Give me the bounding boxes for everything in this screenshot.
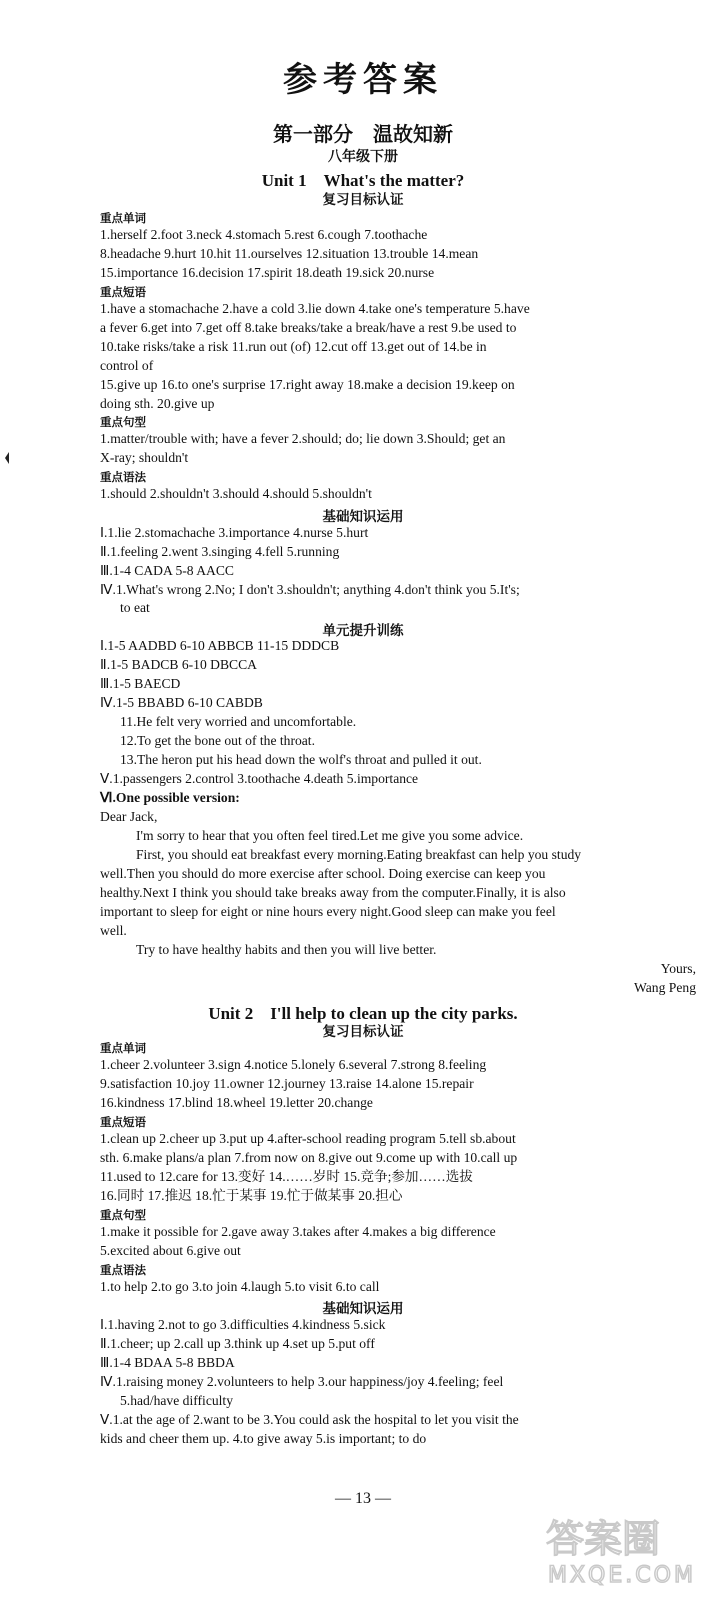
unit1-words-line: 15.importance 16.decision 17.spirit 18.death 19.sick 20.nurse xyxy=(100,265,435,280)
watermark-icon xyxy=(518,1508,708,1588)
unit1-phrases-line: 10.take risks/take a risk 11.run out (of) 12.cut off 13.get out of 14.be in xyxy=(100,339,487,354)
unit1-training-line: Ⅲ.1-5 BAECD xyxy=(100,676,181,691)
svg-text:答案圈: 答案圈 xyxy=(546,1517,661,1561)
unit1-grammar-label: 重点语法 xyxy=(100,470,146,484)
unit1-basic-line: to eat xyxy=(120,600,150,615)
unit2-basic-line: Ⅳ.1.raising money 2.volunteers to help 3.our happiness/joy 4.feeling; feel xyxy=(100,1374,504,1389)
unit2-basic-line: kids and cheer them up. 4.to give away 5.is important; to do xyxy=(100,1431,427,1446)
unit1-phrases-line: 15.give up 16.to one's surprise 17.right away 18.make a decision 19.keep on xyxy=(100,377,515,392)
unit2-words-line: 9.satisfaction 10.joy 11.owner 12.journey 13.raise 14.alone 15.repair xyxy=(100,1076,474,1091)
unit2-grammar-line: 1.to help 2.to go 3.to join 4.laugh 5.to visit 6.to call xyxy=(100,1279,380,1294)
letter-line: First, you should eat breakfast every morning.Eating breakfast can help you study xyxy=(136,847,582,862)
unit2-phrases-line: 11.used to 12.care for 13.变好 14.……岁时 15.竞争;参加……选拔 xyxy=(100,1169,473,1184)
unit2-sentences-line: 1.make it possible for 2.gave away 3.takes after 4.makes a big difference xyxy=(100,1224,496,1239)
letter-closing: Yours, xyxy=(660,961,696,976)
unit1-training-line: Ⅰ.1-5 AADBD 6-10 ABBCB 11-15 DDDCB xyxy=(100,638,340,653)
page-number: — 13 — xyxy=(335,1490,391,1507)
unit1-grammar-line: 1.should 2.shouldn't 3.should 4.should 5.shouldn't xyxy=(100,486,372,501)
unit1-version-label: Ⅵ.One possible version: xyxy=(100,790,240,805)
unit1-training-head: 单元提升训练 xyxy=(322,623,404,639)
unit1-sentences-label: 重点句型 xyxy=(100,415,146,429)
letter-line: well. xyxy=(100,923,127,938)
unit2-basic-head: 基础知识运用 xyxy=(322,1301,404,1317)
unit1-basic-line: Ⅲ.1-4 CADA 5-8 AACC xyxy=(100,563,234,578)
unit2-words-line: 1.cheer 2.volunteer 3.sign 4.notice 5.lonely 6.several 7.strong 8.feeling xyxy=(100,1057,487,1072)
unit1-words-label: 重点单词 xyxy=(100,211,146,225)
unit2-words-label: 重点单词 xyxy=(100,1041,146,1055)
unit2-sentences-label: 重点句型 xyxy=(100,1208,146,1222)
unit2-basic-line: Ⅰ.1.having 2.not to go 3.difficulties 4.kindness 5.sick xyxy=(100,1317,386,1332)
grade-label: 八年级下册 xyxy=(328,149,398,165)
unit1-training-v: Ⅴ.1.passengers 2.control 3.toothache 4.death 5.importance xyxy=(100,771,419,786)
unit1-sentences-line: X-ray; shouldn't xyxy=(100,450,189,465)
unit2-basic-line: 5.had/have difficulty xyxy=(120,1393,233,1408)
unit2-basic-line: Ⅲ.1-4 BDAA 5-8 BBDA xyxy=(100,1355,235,1370)
letter-paragraph: Try to have healthy habits and then you will live better. xyxy=(136,942,437,957)
unit2-phrases-line: sth. 6.make plans/a plan 7.from now on 8.give out 9.come up with 10.call up xyxy=(100,1150,518,1165)
letter-signature: Wang Peng xyxy=(634,980,696,995)
part-title: 第一部分 温故知新 xyxy=(273,122,453,146)
unit1-title: Unit 1 What's the matter? xyxy=(261,171,465,190)
unit1-phrases-line: control of xyxy=(100,358,154,373)
letter-line: well.Then you should do more exercise after school. Doing exercise can keep you xyxy=(100,866,546,881)
watermark-logo xyxy=(518,1508,708,1588)
unit2-sentences-line: 5.excited about 6.give out xyxy=(100,1243,241,1258)
unit1-basic-head: 基础知识运用 xyxy=(322,509,404,525)
unit2-basic-line: Ⅱ.1.cheer; up 2.call up 3.think up 4.set up 5.put off xyxy=(100,1336,375,1351)
page-title: 参考答案 xyxy=(283,60,443,100)
unit1-phrases-label: 重点短语 xyxy=(100,285,146,299)
unit2-phrases-label: 重点短语 xyxy=(100,1115,146,1129)
unit1-training-answer: 13.The heron put his head down the wolf's throat and pulled it out. xyxy=(120,752,482,767)
unit1-training-answer: 11.He felt very worried and uncomfortable. xyxy=(120,714,357,729)
unit1-sentences-line: 1.matter/trouble with; have a fever 2.should; do; lie down 3.Should; get an xyxy=(100,431,506,446)
unit2-phrases-line: 1.clean up 2.cheer up 3.put up 4.after-school reading program 5.tell sb.about xyxy=(100,1131,516,1146)
letter-greeting: Dear Jack, xyxy=(100,809,158,824)
unit2-grammar-label: 重点语法 xyxy=(100,1263,146,1277)
unit1-basic-line: Ⅳ.1.What's wrong 2.No; I don't 3.shouldn't; anything 4.don't think you 5.It's; xyxy=(100,582,520,597)
unit1-words-line: 1.herself 2.foot 3.neck 4.stomach 5.rest 6.cough 7.toothache xyxy=(100,227,428,242)
unit2-basic-line: Ⅴ.1.at the age of 2.want to be 3.You could ask the hospital to let you visit the xyxy=(100,1412,519,1427)
letter-line: important to sleep for eight or nine hours every night.Good sleep can make you feel xyxy=(100,904,556,919)
unit1-review-head: 复习目标认证 xyxy=(322,192,404,208)
unit1-basic-line: Ⅱ.1.feeling 2.went 3.singing 4.fell 5.running xyxy=(100,544,340,559)
unit2-title: Unit 2 I'll help to clean up the city parks. xyxy=(208,1004,518,1023)
unit2-words-line: 16.kindness 17.blind 18.wheel 19.letter 20.change xyxy=(100,1095,373,1110)
unit1-phrases-line: 1.have a stomachache 2.have a cold 3.lie down 4.take one's temperature 5.have xyxy=(100,301,530,316)
unit1-words-line: 8.headache 9.hurt 10.hit 11.ourselves 12.situation 13.trouble 14.mean xyxy=(100,246,479,261)
letter-line: healthy.Next I think you should take breaks away from the computer.Finally, it is also xyxy=(100,885,566,900)
letter-paragraph: I'm sorry to hear that you often feel tired.Let me give you some advice. xyxy=(136,828,524,843)
unit1-training-line: Ⅳ.1-5 BBABD 6-10 CABDB xyxy=(100,695,263,710)
svg-text:MXQE.COM: MXQE.COM xyxy=(548,1563,696,1588)
unit1-training-answer: 12.To get the bone out of the throat. xyxy=(120,733,315,748)
margin-mark-icon xyxy=(4,452,10,464)
unit1-training-line: Ⅱ.1-5 BADCB 6-10 DBCCA xyxy=(100,657,257,672)
unit2-review-head: 复习目标认证 xyxy=(322,1024,404,1040)
unit1-phrases-line: a fever 6.get into 7.get off 8.take breaks/take a break/have a rest 9.be used to xyxy=(100,320,517,335)
unit2-phrases-line: 16.同时 17.推迟 18.忙于某事 19.忙于做某事 20.担心 xyxy=(100,1188,403,1203)
unit1-basic-line: Ⅰ.1.lie 2.stomachache 3.importance 4.nurse 5.hurt xyxy=(100,525,369,540)
unit1-phrases-line: doing sth. 20.give up xyxy=(100,396,215,411)
